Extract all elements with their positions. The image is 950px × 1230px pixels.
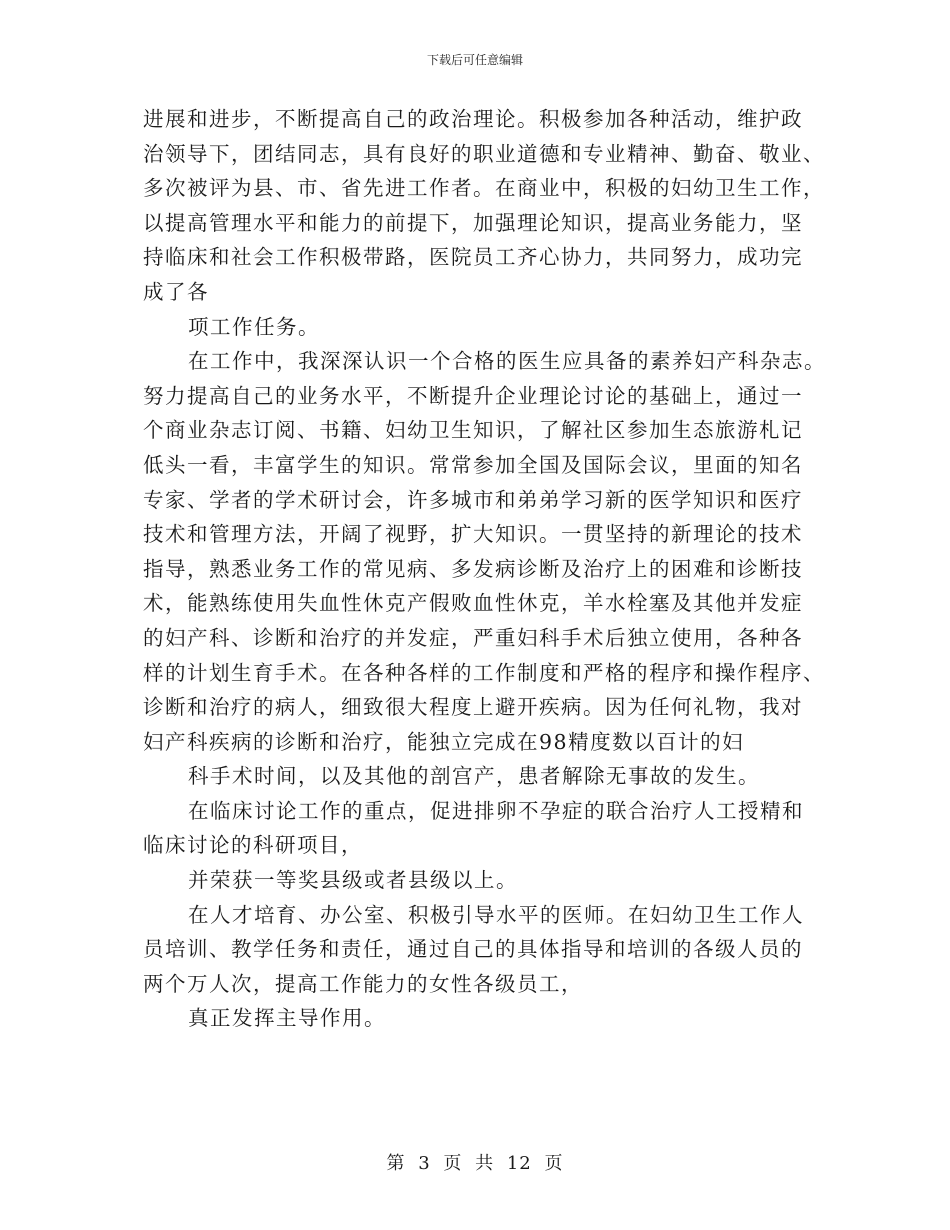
text-line: 持临床和社会工作积极带路，医院员工齐心协力，共同努力，成功完 [143, 245, 803, 270]
page-number-footer: 第 3 页 共 12 页 [386, 1153, 564, 1174]
text-line: 努力提高自己的业务水平，不断提升企业理论讨论的基础上，通过一 [143, 383, 803, 408]
text-line: 治领导下，团结同志，具有良好的职业道德和专业精神、勤奋、敬业、 [143, 141, 825, 166]
text-line: 真正发挥主导作用。 [188, 1006, 386, 1031]
text-line: 成了各 [143, 279, 209, 304]
text-line: 在工作中，我深深认识一个合格的医生应具备的素养妇产科杂志。 [188, 349, 826, 374]
text-line: 诊断和治疗的病人，细致很大程度上避开疾病。因为任何礼物，我对 [143, 695, 803, 720]
text-line: 并荣获一等奖县级或者县级以上。 [188, 868, 518, 893]
text-line: 员培训、教学任务和责任，通过自己的具体指导和培训的各级人员的 [143, 937, 803, 962]
document-body [143, 102, 826, 1036]
text-line: 的妇产科、诊断和治疗的并发症，严重妇科手术后独立使用，各种各 [143, 625, 803, 650]
text-line: 多次被评为县、市、省先进工作者。在商业中，积极的妇幼卫生工作， [143, 176, 825, 201]
text-line: 以提高管理水平和能力的前提下，加强理论知识，提高业务能力，坚 [143, 210, 803, 235]
text-line: 专家、学者的学术研讨会，许多城市和弟弟学习新的医学知识和医疗 [143, 487, 803, 512]
text-line: 低头一看，丰富学生的知识。常常参加全国及国际会议，里面的知名 [143, 452, 803, 477]
text-line: 术，能熟练使用失血性休克产假败血性休克，羊水栓塞及其他并发症 [143, 591, 803, 616]
text-line: 科手术时间，以及其他的剖宫产，患者解除无事故的发生。 [188, 764, 760, 789]
text-line: 临床讨论的科研项目， [143, 833, 363, 858]
text-line: 技术和管理方法，开阔了视野，扩大知识。一贯坚持的新理论的技术 [143, 522, 803, 547]
text-line: 进展和进步，不断提高自己的政治理论。积极参加各种活动，维护政 [143, 107, 803, 131]
text-line: 个商业杂志订阅、书籍、妇幼卫生知识，了解社区参加生态旅游札记 [143, 418, 803, 443]
text-line: 项工作任务。 [188, 314, 320, 339]
page-header: 下载后可任意编辑 [426, 53, 523, 67]
text-line: 两个万人次，提高工作能力的女性各级员工， [143, 971, 583, 996]
text-line: 妇产科疾病的诊断和治疗，能独立完成在98精度数以百计的妇 [143, 729, 745, 754]
text-line: 指导，熟悉业务工作的常见病、多发病诊断及治疗上的困难和诊断技 [143, 556, 803, 581]
text-line: 样的计划生育手术。在各种各样的工作制度和严格的程序和操作程序、 [143, 660, 825, 685]
text-line: 在临床讨论工作的重点，促进排卵不孕症的联合治疗人工授精和 [188, 798, 804, 823]
text-line: 在人才培育、办公室、积极引导水平的医师。在妇幼卫生工作人 [188, 902, 804, 927]
